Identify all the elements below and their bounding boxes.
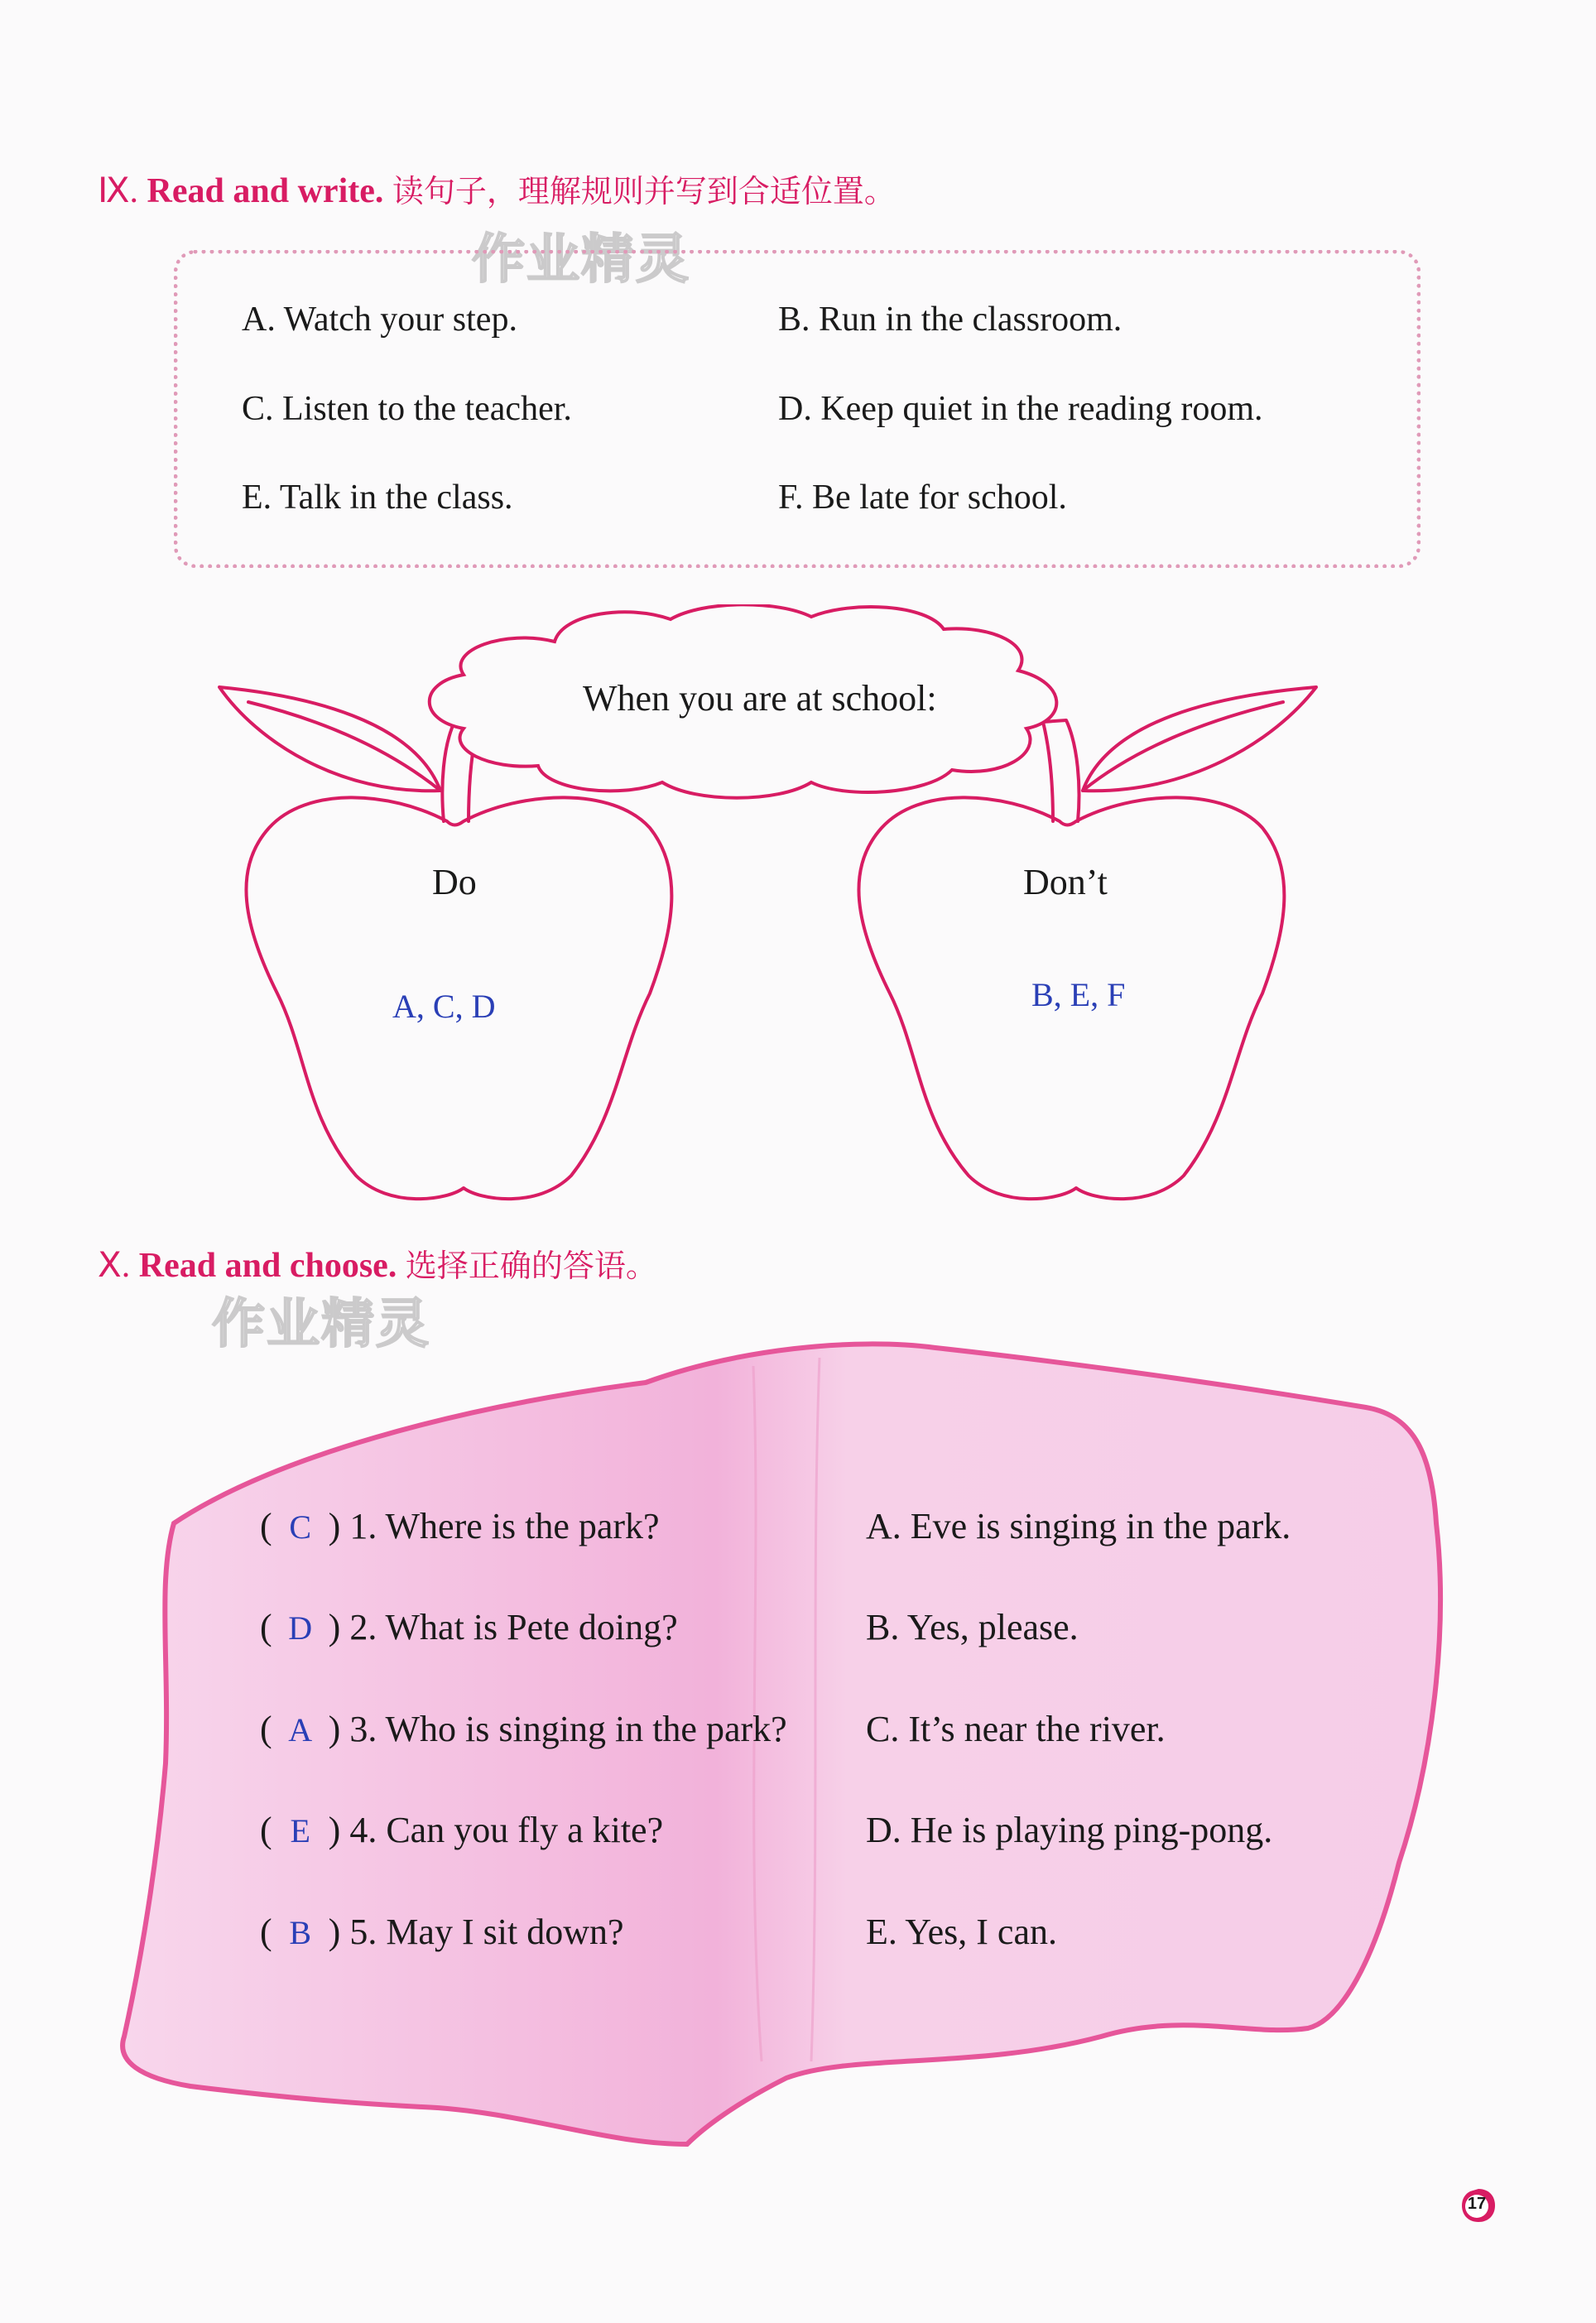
section10-title [98, 1240, 657, 1286]
page-number-badge [1459, 2186, 1498, 2225]
answer-4: E [290, 1812, 310, 1849]
section9-title-en: Read and write. [147, 172, 384, 210]
question-2-text: 2. What is Pete doing? [349, 1607, 678, 1647]
rule-c: C. Listen to the teacher. [242, 390, 572, 428]
rule-f: F. Be late for school. [778, 479, 1067, 517]
answer-5: B [289, 1914, 311, 1951]
answer-1: C [289, 1508, 311, 1546]
section10-number: Ⅹ. [98, 1247, 131, 1285]
section9-title-cn: 读句子，理解规则并写到合适位置。 [392, 173, 896, 209]
question-3: ( A ) 3. Who is singing in the park? [260, 1709, 787, 1749]
pink-paper-background [108, 1333, 1482, 2177]
section10-title-en: Read and choose. [138, 1247, 397, 1285]
question-3-text: 3. Who is singing in the park? [349, 1709, 787, 1749]
rule-a: A. Watch your step. [242, 301, 517, 339]
watermark-1: 作业精灵 [472, 229, 690, 291]
page-number: 17 [1467, 2195, 1487, 2213]
section9-title [98, 166, 896, 211]
dont-answer: B, E, F [1031, 976, 1126, 1013]
rule-d: D. Keep quiet in the reading room. [778, 390, 1263, 428]
cloud-text: When you are at school: [583, 678, 937, 719]
question-1: ( C ) 1. Where is the park? [260, 1506, 660, 1546]
rule-e: E. Talk in the class. [242, 479, 513, 517]
question-4-text: 4. Can you fly a kite? [349, 1810, 664, 1850]
question-5-text: 5. May I sit down? [349, 1912, 624, 1952]
rule-b: B. Run in the classroom. [778, 301, 1122, 339]
watermark-2: 作业精灵 [212, 1294, 430, 1355]
section9-number: Ⅸ. [98, 172, 139, 210]
option-b: B. Yes, please. [866, 1607, 1079, 1647]
answer-2: D [288, 1609, 313, 1647]
right-apple-stem [1043, 720, 1079, 821]
do-label: Do [432, 862, 477, 902]
answer-3: A [288, 1711, 313, 1748]
option-c: C. It’s near the river. [866, 1709, 1166, 1749]
do-answer: A, C, D [392, 988, 496, 1025]
question-4: ( E ) 4. Can you fly a kite? [260, 1810, 664, 1850]
section10-title-cn: 选择正确的答语。 [405, 1248, 657, 1284]
question-5: ( B ) 5. May I sit down? [260, 1912, 624, 1952]
question-2: ( D ) 2. What is Pete doing? [260, 1607, 678, 1647]
option-e: E. Yes, I can. [866, 1912, 1057, 1952]
option-d: D. He is playing ping-pong. [866, 1810, 1273, 1850]
question-1-text: 1. Where is the park? [349, 1506, 660, 1546]
dont-label: Don’t [1023, 862, 1108, 902]
option-a: A. Eve is singing in the park. [866, 1506, 1291, 1546]
